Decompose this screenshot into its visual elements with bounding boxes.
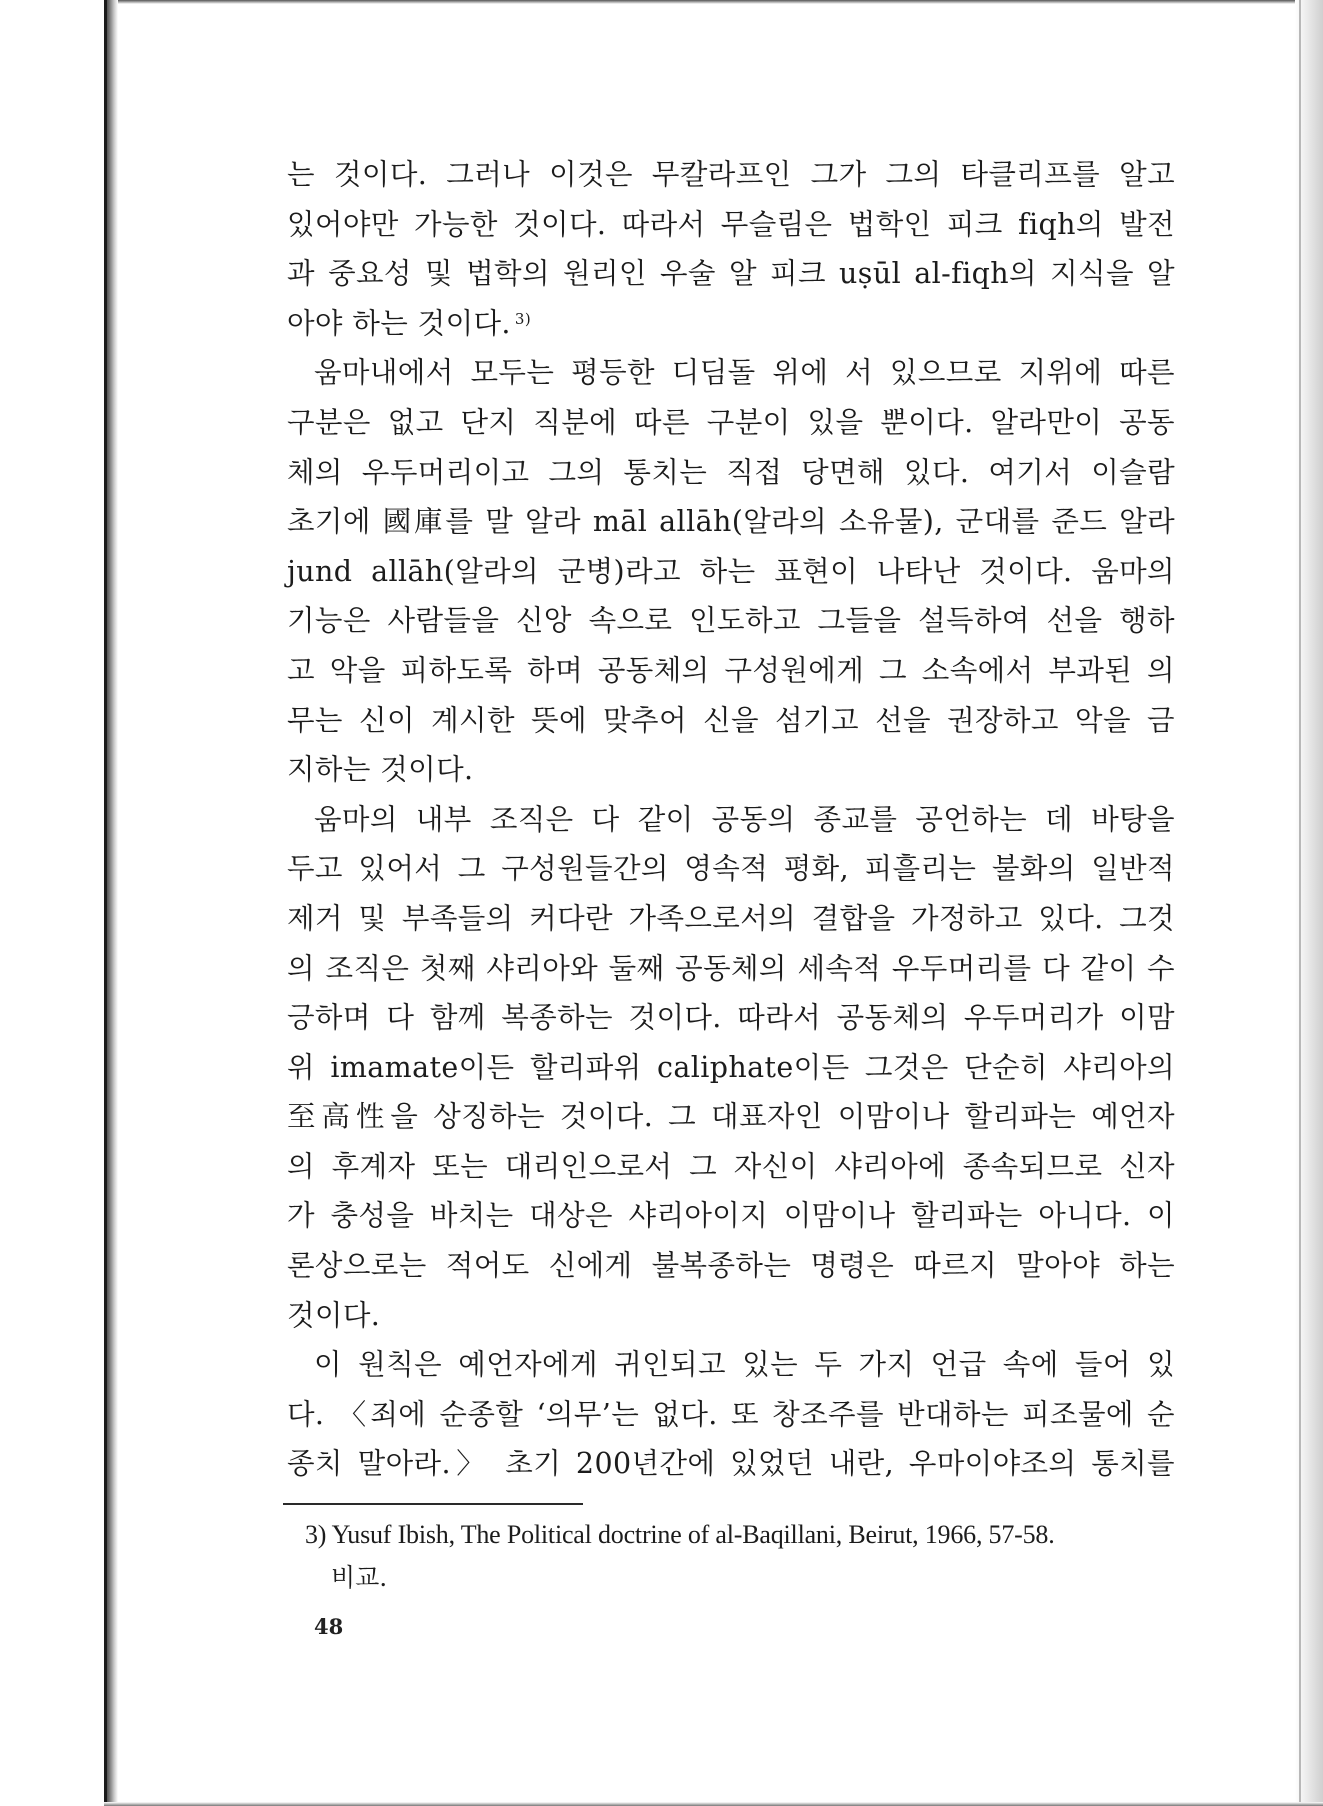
page-bottom-edge — [104, 1802, 1323, 1806]
text-line: 종치 말아라.〉 초기 200년간에 있었던 내란, 우마이야조의 통치를 — [287, 1447, 1175, 1481]
text-line: 구분은 없고 단지 직분에 따른 구분이 있을 뿐이다. 알라만이 공동 — [287, 405, 1175, 439]
text-line: 초기에 國庫를 말 알라 māl allāh(알라의 소유물), 군대를 준드 알라 — [287, 505, 1175, 539]
text-line — [287, 299, 1175, 349]
text-line: 긍하며 다 함께 복종하는 것이다. 따라서 공동체의 우두머리가 이맘 — [287, 1001, 1175, 1035]
text-line: 는 것이다. 그러나 이것은 무칼라프인 그가 그의 타클리프를 알고 — [287, 158, 1175, 191]
text-line: 두고 있어서 그 구성원들간의 영속적 평화, 피흘리는 불화의 일반적 — [287, 852, 1175, 886]
footnote — [305, 1513, 1185, 1599]
page-right-edge — [1299, 0, 1301, 1806]
text-line: 의 조직은 첫째 샤리아와 둘째 공동체의 세속적 우두머리를 다 같이 수 — [287, 951, 1175, 985]
text-line: 론상으로는 적어도 신에게 불복종하는 명령은 따르지 말아야 하는 — [287, 1249, 1175, 1283]
page-top-edge — [104, 0, 1323, 4]
page-left-edge — [104, 0, 107, 1806]
text-line: 의 후계자 또는 대리인으로서 그 자신이 샤리아에 종속되므로 신자 — [287, 1149, 1175, 1183]
footnote-continuation: 비교. — [331, 1563, 388, 1592]
text-line: 무는 신이 계시한 뜻에 맞추어 신을 섬기고 선을 권장하고 악을 금 — [287, 703, 1175, 737]
text-line: 과 중요성 및 법학의 원리인 우술 알 피크 uṣūl al-fiqh의 지식을 알 — [287, 257, 1175, 291]
text-line: 체의 우두머리이고 그의 통치는 직접 당면해 있다. 여기서 이슬람 — [287, 455, 1175, 489]
paragraph-start-line: 이 원칙은 예언자에게 귀인되고 있는 두 가지 언급 속에 들어 있 — [314, 1348, 1175, 1382]
footnote-divider — [283, 1503, 583, 1505]
text-line: jund allāh(알라의 군병)라고 하는 표현이 나타난 것이다. 움마의 — [287, 554, 1175, 588]
page-number: 48 — [314, 1614, 344, 1639]
footnote-citation: 3) Yusuf Ibish, The Political doctrine of al-Baqillani, Beirut, 1966, 57-58. — [305, 1520, 1055, 1549]
body-text — [287, 150, 1175, 1489]
paragraph-start-line: 움마내에서 모두는 평등한 디딤돌 위에 서 있으므로 지위에 따른 — [314, 356, 1175, 390]
text-line: 至高性을 상징하는 것이다. 그 대표자인 이맘이나 할리파는 예언자 — [287, 1100, 1175, 1134]
text-line: 제거 및 부족들의 커다란 가족으로서의 결합을 가정하고 있다. 그것 — [287, 901, 1175, 935]
text-line: 지하는 것이다. — [287, 753, 474, 787]
paragraph-start-line: 움마의 내부 조직은 다 같이 공동의 종교를 공언하는 데 바탕을 — [314, 802, 1175, 836]
text-line: 가 충성을 바치는 대상은 샤리아이지 이맘이나 할리파는 아니다. 이 — [287, 1199, 1175, 1233]
text-line: 것이다. — [287, 1298, 381, 1332]
text-line: 기능은 사람들을 신앙 속으로 인도하고 그들을 설득하여 선을 행하 — [287, 604, 1175, 638]
text-line: 있어야만 가능한 것이다. 따라서 무슬림은 법학인 피크 fiqh의 발전 — [287, 207, 1175, 241]
text-line-content: 아야 하는 것이다. — [287, 306, 511, 340]
footnote-reference: 3) — [514, 309, 532, 328]
text-line: 다. 〈죄에 순종할 ‘의무’는 없다. 또 창조주를 반대하는 피조물에 순 — [287, 1397, 1175, 1431]
text-line: 위 imamate이든 할리파위 caliphate이든 그것은 단순히 샤리아의 — [287, 1050, 1175, 1084]
text-line: 고 악을 피하도록 하며 공동체의 구성원에게 그 소속에서 부과된 의 — [287, 653, 1175, 687]
